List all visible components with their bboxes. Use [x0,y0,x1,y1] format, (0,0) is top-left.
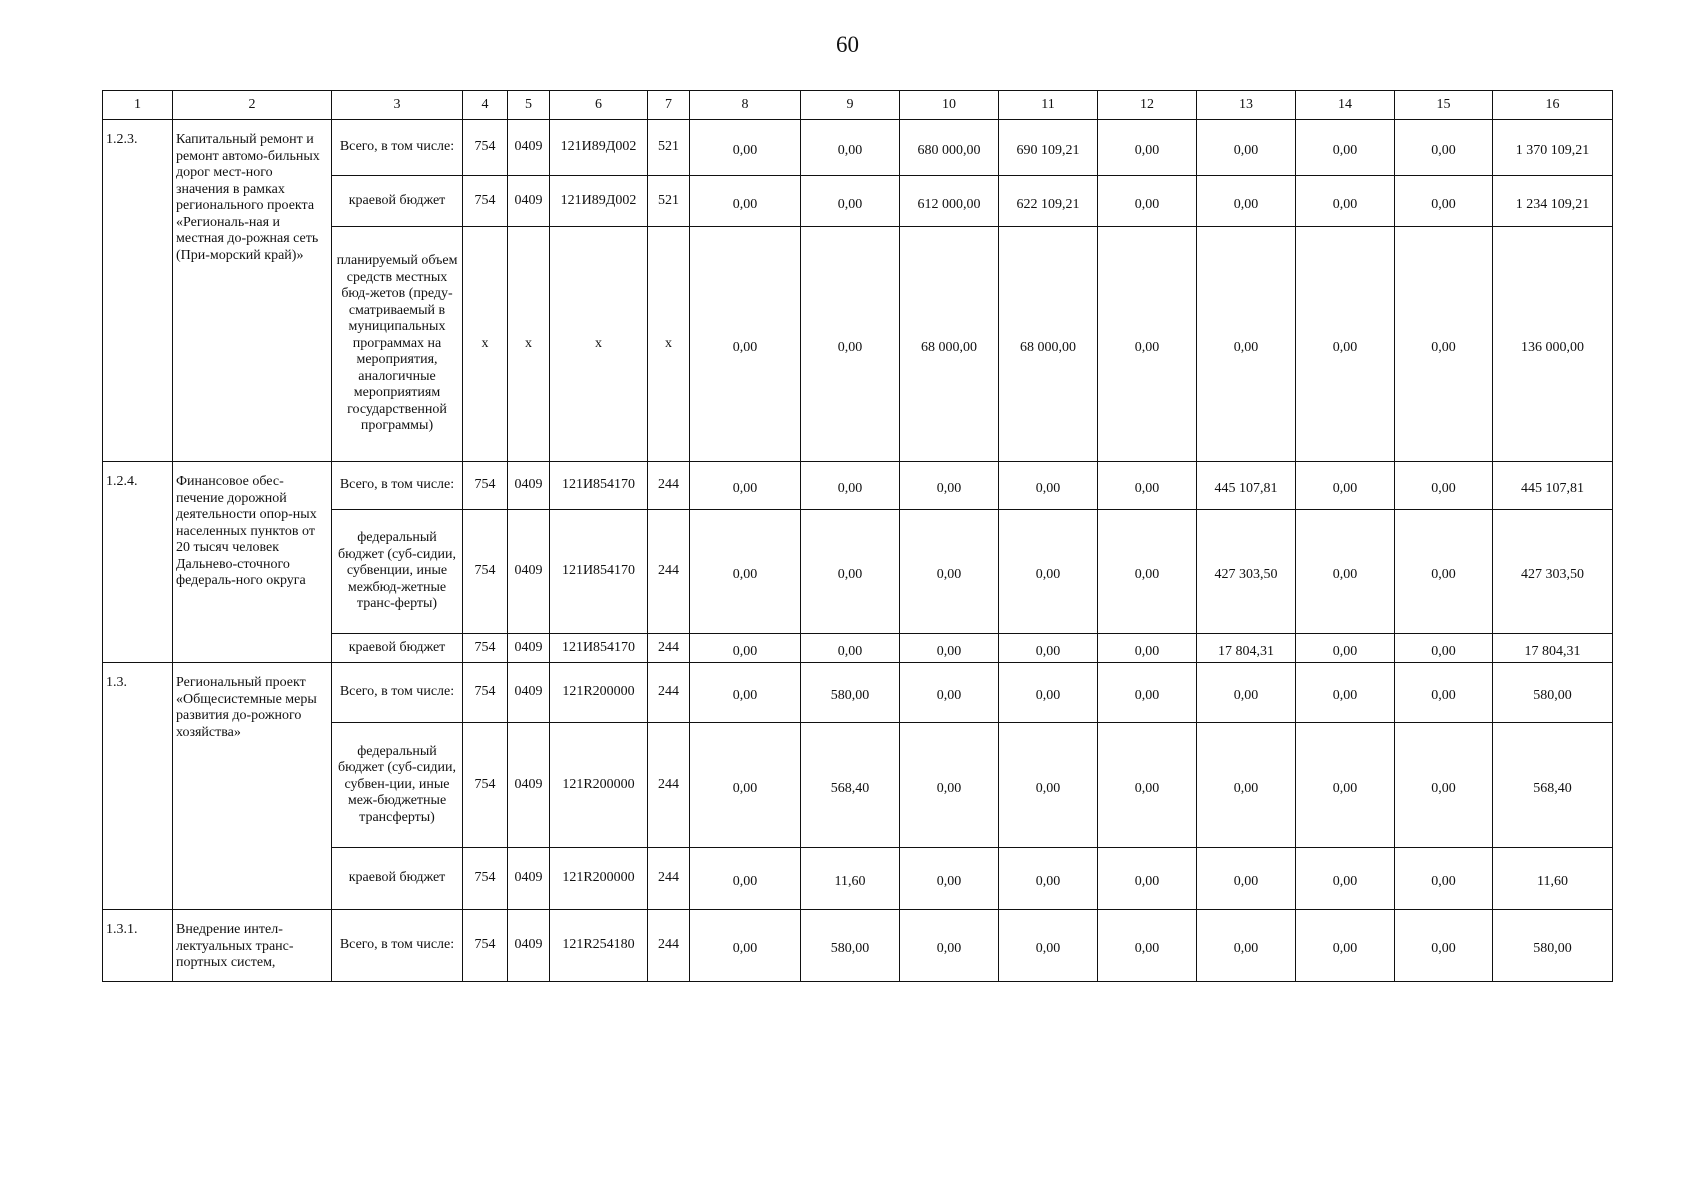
amount-value: 0,00 [1035,780,1061,796]
amount-total [1493,120,1613,176]
amount-cell [1395,910,1493,982]
section-code: x [508,227,550,462]
expense-type-code: 244 [648,510,690,634]
amount-cell [1296,848,1395,910]
amount-cell [1098,910,1197,982]
section-code: 0409 [508,510,550,634]
funding-source: Всего, в том числе: [332,120,463,176]
column-header: 3 [332,91,463,120]
amount-value: 0,00 [732,688,758,704]
section-code: 0409 [508,462,550,510]
amount-value: 580,00 [830,941,870,957]
item-number: 1.2.4. [103,462,173,663]
amount-value: 0,00 [1134,941,1160,957]
item-number: 1.3. [103,663,173,910]
amount-value: 0,00 [1233,874,1259,890]
amount-cell [900,848,999,910]
amount-total [1493,663,1613,723]
amount-cell [1395,634,1493,663]
column-header: 15 [1395,91,1493,120]
amount-value: 0,00 [1035,941,1061,957]
section-code: 0409 [508,663,550,723]
item-name: Капитальный ремонт и ремонт автомо-бильных дорог мест-ного значения в рамках регионального проекта «Региональ-ная и местная до-рожная сеть (При-морский край)» [173,120,332,462]
amount-value: 0,00 [936,941,962,957]
amount-value: 580,00 [1533,688,1572,704]
amount-value: 0,00 [936,481,962,497]
budget-table [102,90,1613,982]
target-article-code: 121R200000 [550,848,648,910]
admin-code: 754 [463,176,508,227]
amount-cell [690,510,801,634]
amount-cell [999,120,1098,176]
expense-type-code: 521 [648,176,690,227]
amount-value: 0,00 [732,143,758,159]
funding-source: краевой бюджет [332,176,463,227]
amount-value: 0,00 [837,481,863,497]
amount-value: 0,00 [1431,339,1456,355]
amount-value: 0,00 [1233,688,1259,704]
amount-value: 0,00 [837,143,863,159]
amount-value: 0,00 [1332,567,1358,583]
amount-value: 0,00 [1134,643,1160,659]
amount-value: 580,00 [830,688,870,704]
funding-source: краевой бюджет [332,634,463,663]
amount-value: 690 109,21 [1016,143,1080,159]
amount-value: 0,00 [732,196,758,212]
amount-cell [801,723,900,848]
amount-cell [999,663,1098,723]
amount-value: 0,00 [1332,780,1358,796]
amount-value: 68 000,00 [921,339,977,355]
amount-value: 17 804,31 [1218,643,1274,659]
amount-cell [1098,227,1197,462]
amount-cell [999,723,1098,848]
amount-cell [999,176,1098,227]
expense-type-code: 244 [648,910,690,982]
amount-value: 0,00 [1431,481,1456,497]
amount-value: 0,00 [936,688,962,704]
amount-value: 11,60 [1537,874,1568,890]
amount-total [1493,723,1613,848]
amount-value: 0,00 [1431,567,1456,583]
amount-cell [801,634,900,663]
amount-cell [999,910,1098,982]
amount-value: 0,00 [837,196,863,212]
target-article-code: 121И854170 [550,462,648,510]
amount-value: 0,00 [732,643,758,659]
amount-value: 11,60 [834,874,866,890]
amount-value: 568,40 [830,780,870,796]
amount-cell [999,634,1098,663]
column-header: 13 [1197,91,1296,120]
amount-cell [1098,176,1197,227]
amount-value: 0,00 [1233,339,1259,355]
amount-cell [1098,848,1197,910]
amount-cell [1197,462,1296,510]
amount-value: 0,00 [1431,941,1456,957]
amount-value: 0,00 [732,339,758,355]
amount-value: 0,00 [936,780,962,796]
target-article-code: 121R200000 [550,723,648,848]
amount-cell [999,462,1098,510]
amount-cell [900,723,999,848]
amount-value: 0,00 [1332,643,1358,659]
amount-cell [1395,510,1493,634]
amount-cell [1296,227,1395,462]
section-code: 0409 [508,176,550,227]
amount-value: 0,00 [732,567,758,583]
amount-value: 0,00 [1134,780,1160,796]
table-row [103,910,1613,982]
column-header: 1 [103,91,173,120]
amount-value: 0,00 [1134,339,1160,355]
amount-value: 0,00 [1332,196,1358,212]
item-name: Внедрение интел-лектуальных транс-портных систем, [173,910,332,982]
amount-value: 445 107,81 [1214,481,1278,497]
amount-cell [900,227,999,462]
amount-value: 0,00 [1332,481,1358,497]
amount-cell [690,462,801,510]
amount-cell [1395,227,1493,462]
expense-type-code: 244 [648,848,690,910]
target-article-code: 121И89Д002 [550,120,648,176]
amount-cell [999,227,1098,462]
table-row [103,120,1613,176]
amount-value: 0,00 [837,339,863,355]
amount-cell [999,510,1098,634]
amount-value: 427 303,50 [1521,567,1584,583]
amount-cell [1296,663,1395,723]
amount-cell [1296,176,1395,227]
target-article-code: 121И854170 [550,510,648,634]
amount-cell [900,910,999,982]
amount-cell [1197,910,1296,982]
amount-total [1493,227,1613,462]
amount-cell [900,462,999,510]
amount-value: 0,00 [1035,567,1061,583]
amount-value: 680 000,00 [917,143,981,159]
amount-value: 427 303,50 [1214,567,1278,583]
amount-value: 0,00 [732,874,758,890]
amount-value: 0,00 [1332,143,1358,159]
funding-source: Всего, в том числе: [332,663,463,723]
column-header: 7 [648,91,690,120]
amount-total [1493,848,1613,910]
funding-source: федеральный бюджет (суб-сидии, субвен-ции, иные меж-бюджетные трансферты) [332,723,463,848]
amount-cell [690,227,801,462]
amount-value: 1 234 109,21 [1515,196,1590,212]
amount-value: 0,00 [936,643,962,659]
amount-value: 0,00 [1035,481,1061,497]
section-code: 0409 [508,723,550,848]
target-article-code: 121R200000 [550,663,648,723]
amount-value: 0,00 [732,481,758,497]
amount-value: 0,00 [1134,143,1160,159]
amount-cell [1098,462,1197,510]
amount-cell [690,848,801,910]
amount-value: 0,00 [1233,196,1259,212]
amount-value: 0,00 [1431,780,1456,796]
admin-code: 754 [463,723,508,848]
page-number: 60 [836,32,859,57]
amount-cell [801,120,900,176]
admin-code: 754 [463,120,508,176]
amount-value: 68 000,00 [1020,339,1076,355]
expense-type-code: 521 [648,120,690,176]
target-article-code: 121R254180 [550,910,648,982]
amount-value: 0,00 [1431,196,1456,212]
item-number: 1.2.3. [103,120,173,462]
amount-cell [690,176,801,227]
amount-value: 0,00 [1332,874,1358,890]
amount-cell [900,510,999,634]
amount-value: 0,00 [1134,196,1160,212]
amount-cell [900,634,999,663]
admin-code: 754 [463,634,508,663]
amount-value: 0,00 [1332,941,1358,957]
amount-cell [1296,723,1395,848]
amount-cell [1296,120,1395,176]
column-header: 8 [690,91,801,120]
amount-cell [801,663,900,723]
amount-cell [1296,634,1395,663]
amount-value: 0,00 [1431,688,1456,704]
amount-value: 0,00 [1332,339,1358,355]
column-header: 14 [1296,91,1395,120]
column-header: 11 [999,91,1098,120]
amount-cell [1098,120,1197,176]
amount-value: 0,00 [837,567,863,583]
funding-source: планируемый объем средств местных бюд-жетов (преду-сматриваемый в муниципальных программах на мероприятия, аналогичные мероприятиям государственной программы) [332,227,463,462]
amount-cell [1197,120,1296,176]
target-article-code: 121И89Д002 [550,176,648,227]
table-row [103,462,1613,510]
section-code: 0409 [508,910,550,982]
target-article-code: x [550,227,648,462]
amount-cell [1395,176,1493,227]
target-article-code: 121И854170 [550,634,648,663]
column-header: 2 [173,91,332,120]
amount-value: 0,00 [1035,688,1061,704]
amount-cell [801,510,900,634]
amount-cell [1395,462,1493,510]
amount-value: 580,00 [1533,941,1572,957]
amount-cell [801,462,900,510]
amount-cell [690,723,801,848]
amount-cell [1395,848,1493,910]
expense-type-code: 244 [648,663,690,723]
amount-value: 17 804,31 [1524,643,1581,659]
table-row [103,663,1613,723]
amount-cell [690,663,801,723]
admin-code: 754 [463,462,508,510]
column-header: 4 [463,91,508,120]
admin-code: x [463,227,508,462]
amount-cell [1296,910,1395,982]
admin-code: 754 [463,510,508,634]
amount-cell [690,634,801,663]
amount-total [1493,462,1613,510]
amount-value: 0,00 [936,874,962,890]
column-header: 12 [1098,91,1197,120]
amount-value: 0,00 [936,567,962,583]
amount-cell [900,120,999,176]
amount-cell [1098,510,1197,634]
amount-cell [1296,462,1395,510]
column-header: 10 [900,91,999,120]
amount-cell [1098,634,1197,663]
amount-value: 136 000,00 [1521,339,1584,355]
amount-cell [1197,227,1296,462]
amount-cell [801,910,900,982]
amount-value: 568,40 [1533,780,1572,796]
expense-type-code: x [648,227,690,462]
section-code: 0409 [508,634,550,663]
amount-value: 0,00 [1035,643,1061,659]
section-code: 0409 [508,120,550,176]
amount-cell [1098,663,1197,723]
column-header: 16 [1493,91,1613,120]
amount-value: 445 107,81 [1521,481,1584,497]
amount-cell [900,176,999,227]
amount-value: 0,00 [1332,688,1358,704]
funding-source: Всего, в том числе: [332,910,463,982]
column-header: 9 [801,91,900,120]
amount-value: 0,00 [1431,643,1456,659]
amount-cell [1197,510,1296,634]
amount-cell [1395,663,1493,723]
amount-value: 0,00 [1134,567,1160,583]
column-header: 6 [550,91,648,120]
amount-value: 0,00 [837,643,863,659]
amount-cell [1197,634,1296,663]
amount-cell [690,910,801,982]
amount-total [1493,634,1613,663]
admin-code: 754 [463,910,508,982]
amount-cell [1197,663,1296,723]
amount-total [1493,510,1613,634]
funding-source: федеральный бюджет (суб-сидии, субвенции, иные межбюд-жетные транс-ферты) [332,510,463,634]
amount-value: 0,00 [1233,143,1259,159]
amount-cell [801,227,900,462]
item-name: Региональный проект «Общесистемные меры развития до-рожного хозяйства» [173,663,332,910]
amount-cell [1395,120,1493,176]
amount-value: 0,00 [1035,874,1061,890]
admin-code: 754 [463,848,508,910]
header-row [103,91,1613,120]
amount-value: 0,00 [1233,941,1259,957]
amount-total [1493,176,1613,227]
amount-cell [900,663,999,723]
expense-type-code: 244 [648,462,690,510]
admin-code: 754 [463,663,508,723]
amount-value: 0,00 [1134,874,1160,890]
amount-value: 0,00 [1431,874,1456,890]
expense-type-code: 244 [648,634,690,663]
item-name: Финансовое обес-печение дорожной деятельности опор-ных населенных пунктов от 20 тысяч человек Дальнево-сточного федераль-ного округа [173,462,332,663]
column-header: 5 [508,91,550,120]
amount-cell [1395,723,1493,848]
amount-cell [1296,510,1395,634]
amount-cell [801,848,900,910]
funding-source: краевой бюджет [332,848,463,910]
amount-value: 1 370 109,21 [1515,143,1590,159]
budget-table-body [103,91,1613,982]
amount-cell [801,176,900,227]
amount-value: 0,00 [732,941,758,957]
amount-cell [690,120,801,176]
amount-value: 0,00 [1134,481,1160,497]
amount-value: 622 109,21 [1016,196,1080,212]
amount-total [1493,910,1613,982]
amount-cell [999,848,1098,910]
section-code: 0409 [508,848,550,910]
amount-value: 0,00 [732,780,758,796]
amount-value: 0,00 [1233,780,1259,796]
amount-cell [1197,848,1296,910]
amount-cell [1197,723,1296,848]
amount-cell [1098,723,1197,848]
amount-value: 612 000,00 [917,196,981,212]
expense-type-code: 244 [648,723,690,848]
amount-value: 0,00 [1431,143,1456,159]
item-number: 1.3.1. [103,910,173,982]
amount-value: 0,00 [1134,688,1160,704]
amount-cell [1197,176,1296,227]
funding-source: Всего, в том числе: [332,462,463,510]
